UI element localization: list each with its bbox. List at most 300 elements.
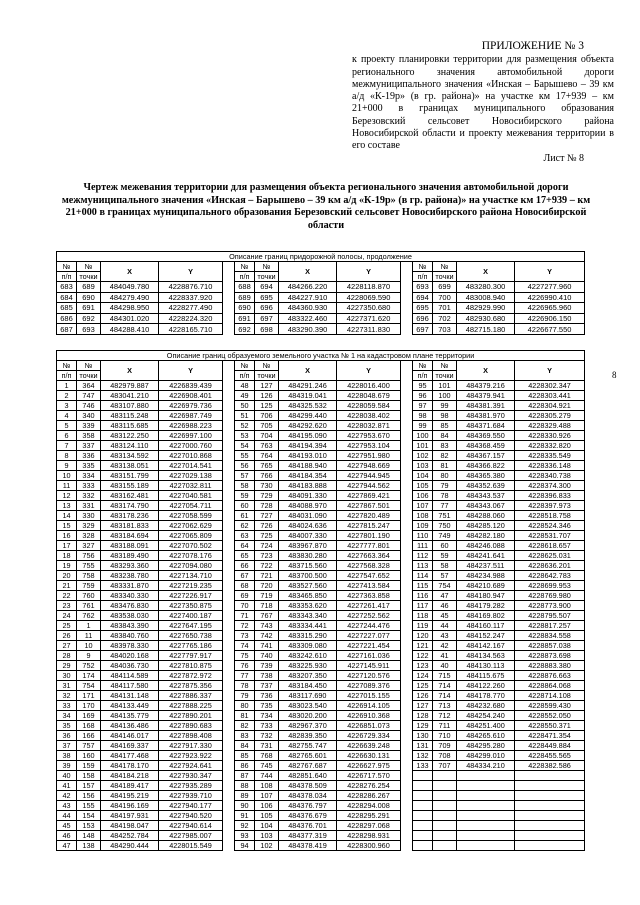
cell-point: 337 <box>77 441 101 451</box>
column-gap <box>401 751 413 761</box>
cell-x: 483830.280 <box>279 551 337 561</box>
cell-y: 4226630.131 <box>337 751 401 761</box>
cell-x: 484234.988 <box>457 571 515 581</box>
cell-number: 55 <box>235 451 255 461</box>
cell-y: 4226988.223 <box>159 421 223 431</box>
cell-x: 484237.511 <box>457 561 515 571</box>
cell-x: 484007.330 <box>279 531 337 541</box>
cell-point: 754 <box>77 681 101 691</box>
cell-number: 4 <box>57 411 77 421</box>
column-gap <box>401 591 413 601</box>
cell-y <box>515 791 585 801</box>
cell-number: 80 <box>235 701 255 711</box>
cell-y: 4227797.917 <box>159 651 223 661</box>
cell-y: 4228277.490 <box>159 303 223 314</box>
cell-number <box>413 841 433 851</box>
column-gap <box>401 791 413 801</box>
cell-x: 483840.760 <box>101 631 159 641</box>
cell-y: 4227350.680 <box>337 303 401 314</box>
cell-x: 484343.067 <box>457 501 515 511</box>
cell-number: 132 <box>413 751 433 761</box>
cell-y: 4227898.408 <box>159 731 223 741</box>
cell-number: 122 <box>413 651 433 661</box>
cell-x: 484376.797 <box>279 801 337 811</box>
cell-y: 4227953.670 <box>337 431 401 441</box>
cell-number: 687 <box>57 324 77 335</box>
cell-x: 483115.248 <box>101 411 159 421</box>
table-row <box>57 313 585 324</box>
cell-point: 723 <box>255 551 279 561</box>
column-gap <box>223 831 235 841</box>
cell-point: 85 <box>433 421 457 431</box>
cell-point: 333 <box>77 481 101 491</box>
cell-x: 484088.970 <box>279 501 337 511</box>
table-row <box>57 541 585 551</box>
cell-y: 4227890.201 <box>159 711 223 721</box>
cell-x: 483041.210 <box>101 391 159 401</box>
column-gap <box>401 292 413 303</box>
cell-x: 483122.250 <box>101 431 159 441</box>
cell-y: 4227801.190 <box>337 531 401 541</box>
cell-x: 484299.440 <box>279 411 337 421</box>
cell-y: 4227054.711 <box>159 501 223 511</box>
cell-y: 4226639.248 <box>337 741 401 751</box>
column-gap <box>401 401 413 411</box>
cell-x: 484265.610 <box>457 731 515 741</box>
cell-number: 19 <box>57 561 77 571</box>
cell-x: 484282.180 <box>457 531 515 541</box>
cell-number: 29 <box>57 661 77 671</box>
cell-y: 4227094.080 <box>159 561 223 571</box>
cell-number: 3 <box>57 401 77 411</box>
cell-y: 4227953.104 <box>337 441 401 451</box>
land-plot-table <box>56 350 585 851</box>
column-gap <box>223 303 235 314</box>
column-gap <box>401 381 413 391</box>
cell-x: 484379.941 <box>457 391 515 401</box>
cell-x: 483353.620 <box>279 601 337 611</box>
column-gap <box>401 641 413 651</box>
cell-y: 4228304.921 <box>515 401 585 411</box>
column-gap <box>401 441 413 451</box>
cell-number: 41 <box>57 781 77 791</box>
cell-y: 4227070.502 <box>159 541 223 551</box>
cell-y: 4227000.760 <box>159 441 223 451</box>
cell-number: 98 <box>413 411 433 421</box>
cell-y: 4228276.254 <box>337 781 401 791</box>
column-gap <box>401 681 413 691</box>
column-gap <box>223 571 235 581</box>
cell-point: 78 <box>433 491 457 501</box>
table-row <box>57 551 585 561</box>
cell-point: 335 <box>77 461 101 471</box>
table-row <box>57 681 585 691</box>
cell-point: 739 <box>255 661 279 671</box>
cell-y: 4227261.417 <box>337 601 401 611</box>
cell-number: 70 <box>235 601 255 611</box>
cell-point: 718 <box>255 601 279 611</box>
cell-x: 484298.950 <box>101 303 159 314</box>
cell-y: 4228300.960 <box>337 841 401 851</box>
cell-y: 4227010.868 <box>159 451 223 461</box>
cell-x: 484049.780 <box>101 282 159 293</box>
cell-x: 482715.180 <box>457 324 515 335</box>
column-gap <box>223 324 235 335</box>
table-row <box>57 461 585 471</box>
cell-y: 4227014.541 <box>159 461 223 471</box>
cell-y: 4226677.550 <box>515 324 585 335</box>
cell-number <box>413 811 433 821</box>
cell-y: 4228224.320 <box>159 313 223 324</box>
cell-number: 90 <box>235 801 255 811</box>
cell-y: 4228552.050 <box>515 711 585 721</box>
cell-y: 4227058.599 <box>159 511 223 521</box>
table-row <box>57 641 585 651</box>
cell-x: 484115.675 <box>457 671 515 681</box>
cell-y: 4227252.562 <box>337 611 401 621</box>
table-row <box>57 841 585 851</box>
cell-x: 484117.580 <box>101 681 159 691</box>
cell-x <box>457 831 515 841</box>
column-gap <box>401 651 413 661</box>
cell-number: 684 <box>57 292 77 303</box>
cell-x: 484024.636 <box>279 521 337 531</box>
column-gap <box>401 303 413 314</box>
cell-y <box>515 821 585 831</box>
column-gap <box>401 451 413 461</box>
cell-number: 47 <box>57 841 77 851</box>
cell-x: 484381.391 <box>457 401 515 411</box>
cell-number: 51 <box>235 411 255 421</box>
cell-x: 484122.260 <box>457 681 515 691</box>
cell-y: 4228876.663 <box>515 671 585 681</box>
cell-point: 745 <box>255 761 279 771</box>
cell-point: 327 <box>77 541 101 551</box>
cell-y: 4227777.801 <box>337 541 401 551</box>
cell-number: 112 <box>413 551 433 561</box>
cell-point: 156 <box>77 791 101 801</box>
cell-point: 732 <box>255 731 279 741</box>
cell-x: 484381.970 <box>457 411 515 421</box>
cell-y: 4228599.430 <box>515 701 585 711</box>
cell-point: 330 <box>77 511 101 521</box>
cell-number: 85 <box>235 751 255 761</box>
header-y: Y <box>515 262 585 282</box>
cell-point: 763 <box>255 441 279 451</box>
cell-y <box>515 771 585 781</box>
cell-y: 4227765.186 <box>159 641 223 651</box>
cell-number <box>413 801 433 811</box>
cell-number: 690 <box>235 303 255 314</box>
cell-y: 4226979.736 <box>159 401 223 411</box>
cell-point: 729 <box>255 491 279 501</box>
cell-number: 94 <box>235 841 255 851</box>
appendix-text: к проекту планировки территории для размещения объекта регионального значения автомобильной дороги межмуниципального значения «Инская – Барышево – 39 км а/д «К-19р» (в гр. района)» на участке км 17+939 – км 21+000 в границах муниципального образования Березовский сельсовет Новосибирского района Новосибирской области и проекту межевания территории в его составе <box>352 54 614 152</box>
cell-point: 331 <box>77 501 101 511</box>
cell-y: 4228015.549 <box>159 841 223 851</box>
cell-number: 97 <box>413 401 433 411</box>
cell-point: 698 <box>255 324 279 335</box>
cell-point: 721 <box>255 571 279 581</box>
cell-y: 4228396.833 <box>515 491 585 501</box>
cell-number: 60 <box>235 501 255 511</box>
cell-number: 91 <box>235 811 255 821</box>
cell-y: 4228340.738 <box>515 471 585 481</box>
table-row <box>57 411 585 421</box>
cell-point: 138 <box>77 841 101 851</box>
cell-number: 37 <box>57 741 77 751</box>
cell-point: 762 <box>77 611 101 621</box>
cell-x: 484378.034 <box>279 791 337 801</box>
cell-number: 123 <box>413 661 433 671</box>
cell-point: 98 <box>433 411 457 421</box>
cell-number: 131 <box>413 741 433 751</box>
cell-number: 25 <box>57 621 77 631</box>
cell-point: 358 <box>77 431 101 441</box>
column-gap <box>223 601 235 611</box>
cell-number <box>413 771 433 781</box>
table-caption: Описание границ образуемого земельного участка № 1 на кадастровом плане территории <box>57 351 585 361</box>
cell-number: 44 <box>57 811 77 821</box>
cell-x: 484169.802 <box>457 611 515 621</box>
cell-number: 53 <box>235 431 255 441</box>
column-gap <box>223 791 235 801</box>
table-row <box>57 303 585 314</box>
cell-x: 484198.047 <box>101 821 159 831</box>
table-row <box>57 581 585 591</box>
cell-number: 10 <box>57 471 77 481</box>
cell-point: 702 <box>433 313 457 324</box>
cell-y: 4227663.364 <box>337 551 401 561</box>
header-point-number: № <box>433 262 457 272</box>
cell-y: 4228336.148 <box>515 461 585 471</box>
column-gap <box>401 282 413 293</box>
cell-x <box>457 841 515 851</box>
column-gap <box>223 491 235 501</box>
cell-number: 28 <box>57 651 77 661</box>
cell-x: 483124.110 <box>101 441 159 451</box>
cell-number: 75 <box>235 651 255 661</box>
cell-y <box>515 801 585 811</box>
cell-number: 42 <box>57 791 77 801</box>
side-mark: 8 <box>612 370 617 380</box>
cell-point: 79 <box>433 481 457 491</box>
column-gap <box>401 501 413 511</box>
cell-x: 484301.020 <box>101 313 159 324</box>
table-row <box>57 671 585 681</box>
cell-point: 705 <box>255 421 279 431</box>
cell-number: 56 <box>235 461 255 471</box>
cell-y: 4227951.980 <box>337 451 401 461</box>
cell-point: 40 <box>433 661 457 671</box>
cell-y: 4227917.330 <box>159 741 223 751</box>
cell-number: 18 <box>57 551 77 561</box>
header-point: точки <box>433 272 457 282</box>
cell-x: 484285.120 <box>457 521 515 531</box>
header-point-number: № <box>77 361 101 371</box>
cell-y: 4226717.570 <box>337 771 401 781</box>
cell-y: 4228714.108 <box>515 691 585 701</box>
cell-point: 166 <box>77 731 101 741</box>
table-row <box>57 711 585 721</box>
cell-y: 4227924.641 <box>159 761 223 771</box>
cell-y <box>515 781 585 791</box>
cell-y: 4228531.707 <box>515 531 585 541</box>
cell-x: 482755.747 <box>279 741 337 751</box>
cell-number: 16 <box>57 531 77 541</box>
cell-x: 482839.350 <box>279 731 337 741</box>
cell-point: 746 <box>77 401 101 411</box>
column-gap <box>401 721 413 731</box>
cell-x: 484152.247 <box>457 631 515 641</box>
column-gap <box>223 313 235 324</box>
cell-y: 4228298.931 <box>337 831 401 841</box>
cell-point: 738 <box>255 671 279 681</box>
column-gap <box>223 282 235 293</box>
cell-point: 700 <box>433 292 457 303</box>
cell-x: 484194.394 <box>279 441 337 451</box>
cell-point: 153 <box>77 821 101 831</box>
appendix-block <box>352 40 614 165</box>
cell-number: 45 <box>57 821 77 831</box>
cell-point: 44 <box>433 621 457 631</box>
cell-y: 4226839.439 <box>159 381 223 391</box>
cell-x: 483290.390 <box>279 324 337 335</box>
cell-point: 77 <box>433 501 457 511</box>
cell-x: 482967.370 <box>279 721 337 731</box>
table-row <box>57 661 585 671</box>
cell-y: 4228303.441 <box>515 391 585 401</box>
cell-y: 4227875.356 <box>159 681 223 691</box>
cell-number <box>413 821 433 831</box>
header-pp: п/п <box>57 371 77 381</box>
cell-point: 704 <box>255 431 279 441</box>
column-gap <box>401 741 413 751</box>
column-gap <box>401 531 413 541</box>
cell-number: 69 <box>235 591 255 601</box>
cell-point <box>433 831 457 841</box>
cell-x: 484197.931 <box>101 811 159 821</box>
cell-point: 157 <box>77 781 101 791</box>
cell-point: 710 <box>433 731 457 741</box>
cell-number: 40 <box>57 771 77 781</box>
cell-number: 62 <box>235 521 255 531</box>
column-gap <box>223 441 235 451</box>
cell-point: 693 <box>77 324 101 335</box>
column-gap <box>401 661 413 671</box>
cell-y: 4227888.225 <box>159 701 223 711</box>
column-gap <box>223 262 235 282</box>
cell-y: 4228550.371 <box>515 721 585 731</box>
cell-y: 4227867.501 <box>337 501 401 511</box>
cell-number: 689 <box>235 292 255 303</box>
cell-point: 715 <box>433 671 457 681</box>
column-gap <box>223 501 235 511</box>
table-row <box>57 441 585 451</box>
header-x: X <box>279 361 337 381</box>
cell-point: 728 <box>255 501 279 511</box>
cell-x: 484299.010 <box>457 751 515 761</box>
column-gap <box>223 821 235 831</box>
header-y: Y <box>337 262 401 282</box>
column-gap <box>223 411 235 421</box>
cell-number: 86 <box>235 761 255 771</box>
cell-point: 41 <box>433 651 457 661</box>
table-row <box>57 431 585 441</box>
cell-point: 107 <box>255 791 279 801</box>
column-gap <box>223 661 235 671</box>
cell-x: 484290.444 <box>101 841 159 851</box>
cell-point: 701 <box>433 303 457 314</box>
header-y: Y <box>159 361 223 381</box>
cell-x: 484266.220 <box>279 282 337 293</box>
cell-y: 4228642.783 <box>515 571 585 581</box>
column-gap <box>223 541 235 551</box>
column-gap <box>401 671 413 681</box>
cell-point: 332 <box>77 491 101 501</box>
cell-point: 727 <box>255 511 279 521</box>
cell-point: 707 <box>433 761 457 771</box>
cell-number: 81 <box>235 711 255 721</box>
cell-x: 483117.690 <box>279 691 337 701</box>
column-gap <box>223 451 235 461</box>
cell-y: 4227161.036 <box>337 651 401 661</box>
cell-y: 4228382.586 <box>515 761 585 771</box>
cell-y: 4228038.402 <box>337 411 401 421</box>
cell-point: 42 <box>433 641 457 651</box>
table-row <box>57 521 585 531</box>
cell-y: 4228286.267 <box>337 791 401 801</box>
cell-x: 482929.990 <box>457 303 515 314</box>
column-gap <box>223 511 235 521</box>
column-gap <box>223 651 235 661</box>
cell-y: 4228455.565 <box>515 751 585 761</box>
header-pp: п/п <box>413 272 433 282</box>
column-gap <box>223 521 235 531</box>
column-gap <box>223 741 235 751</box>
cell-point: 722 <box>255 561 279 571</box>
cell-point: 751 <box>433 511 457 521</box>
cell-number: 688 <box>235 282 255 293</box>
cell-point: 749 <box>433 531 457 541</box>
cell-point: 103 <box>255 831 279 841</box>
cell-y: 4228397.973 <box>515 501 585 511</box>
cell-number: 119 <box>413 621 433 631</box>
column-gap <box>223 621 235 631</box>
cell-number: 76 <box>235 661 255 671</box>
cell-number: 9 <box>57 461 77 471</box>
column-gap <box>223 361 235 381</box>
cell-number: 128 <box>413 711 433 721</box>
cell-number: 106 <box>413 491 433 501</box>
cell-x: 484131.148 <box>101 691 159 701</box>
cell-point: 47 <box>433 591 457 601</box>
table-row <box>57 391 585 401</box>
cell-point: 708 <box>433 751 457 761</box>
header-x: X <box>457 262 515 282</box>
cell-point: 735 <box>255 701 279 711</box>
cell-x: 484367.157 <box>457 451 515 461</box>
cell-point: 712 <box>433 711 457 721</box>
cell-number: 92 <box>235 821 255 831</box>
cell-y: 4227371.620 <box>337 313 401 324</box>
cell-number: 125 <box>413 681 433 691</box>
cell-x: 482767.687 <box>279 761 337 771</box>
table-row <box>57 751 585 761</box>
cell-number: 34 <box>57 711 77 721</box>
cell-number: 22 <box>57 591 77 601</box>
cell-y: 4228118.870 <box>337 282 401 293</box>
